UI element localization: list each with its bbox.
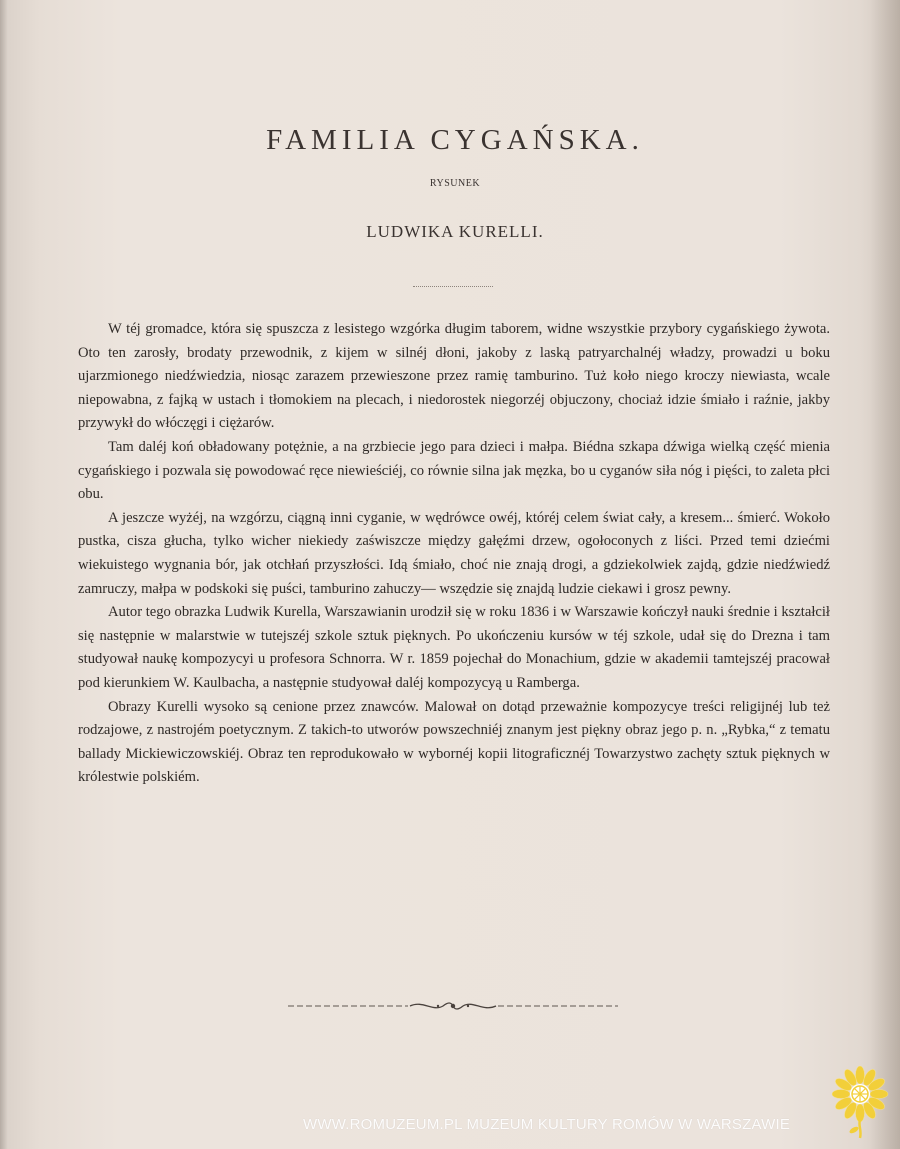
page-binding-edge bbox=[0, 0, 8, 1149]
museum-watermark: WWW.ROMUZEUM.PL MUZEUM KULTURY ROMÓW W WARSZAWIE bbox=[303, 1116, 791, 1133]
page-title: FAMILIA CYGAŃSKA. bbox=[266, 124, 644, 156]
paragraph-4: Autor tego obrazka Ludwik Kurella, Warszawianin urodził się w roku 1836 i w Warszawie kończył nauki średnie i kształcił się następnie w malarstwie w tutejszéj szkole sztuk pięknych. Po ukończeniu kursów w téj szkole, udał się do Drezna i tam studyował naukę kompozycyi u profesora Schnorra. W r. 1859 pojechał do Monachium, gdzie w akademii tamtejszéj pracował pod kierunkiem W. Kaulbacha, a następnie studyował daléj kompozycyą u Ramberga. bbox=[78, 604, 830, 691]
paragraph-5: Obrazy Kurelli wysoko są cenione przez znawców. Malował on dotąd przeważnie kompozycye treści religijnéj lub też rodzajowe, z nastrojém poetycznym. Z takich-to utworów powszechniéj znanym jest piękny obraz jego p. n. „Rybka,“ z tematu ballady Mickiewiczowskiéj. Obraz ten reprodukowało w wybornéj kopii litograficznéj Towarzystwo zachęty sztuk pięknych w królestwie polskiém. bbox=[78, 698, 830, 786]
paragraph-1: W téj gromadce, która się spuszcza z lesistego wzgórka długim taborem, widne wszystkie przybory cygańskiego żywota. Oto ten zarosły, brodaty przewodnik, z kijem w silnéj dłoni, jakoby z laską patryarchalnéj władzy, prowadzi u boku ujarzmionego niedźwiedzia, niosąc zarazem przewieszone przez ramię tamburino. Tuż koło niego kroczy niewiasta, wcale niepowabna, z fajką w ustach i tłomokiem na plecach, i niedorostek niegorzéj objuczony, chociaż idzie śmiało i raźnie, jakby przywykł do włóczęgi i ciężarów. bbox=[78, 321, 830, 432]
page-author: LUDWIKA KURELLI. bbox=[366, 222, 544, 241]
ornamental-divider-icon bbox=[288, 996, 618, 1016]
article-body bbox=[78, 318, 830, 790]
page-shadow bbox=[870, 0, 900, 1149]
title-divider bbox=[413, 286, 493, 287]
paragraph-3: A jeszcze wyżéj, na wzgórzu, ciągną inni cyganie, w wędrówce owéj, któréj celem świat cały, a kresem... śmierć. Wokoło pustka, cisza głucha, tylko wicher niekiedy zaświszcze między gałęźmi drzew, ogołoconych z liści. Przed temi dziećmi wiekuistego wygnania bór, jak otchłań przyszłości. Idą śmiało, choć nie znają drogi, a gdziekolwiek zajdą, gdzie niedźwiedź zamruczy, małpa w podskoki się puści, tamburino zahuczy— wszędzie się znajdą ludzie ciekawi i grosz pewny. bbox=[78, 509, 830, 597]
sunflower-wheel-logo-icon bbox=[830, 1062, 890, 1142]
page-subtitle: RYSUNEK bbox=[429, 178, 481, 189]
paragraph-2: Tam daléj koń obładowany potężnie, a na grzbiecie jego para dzieci i małpa. Biédna szkapa dźwiga wielką część mienia cygańskiego i pozwala się powodować ręce niewieściéj, co równie silna jak męzka, bo u cyganów siła nóg i pięści, to zaleta płci obu. bbox=[78, 438, 830, 503]
